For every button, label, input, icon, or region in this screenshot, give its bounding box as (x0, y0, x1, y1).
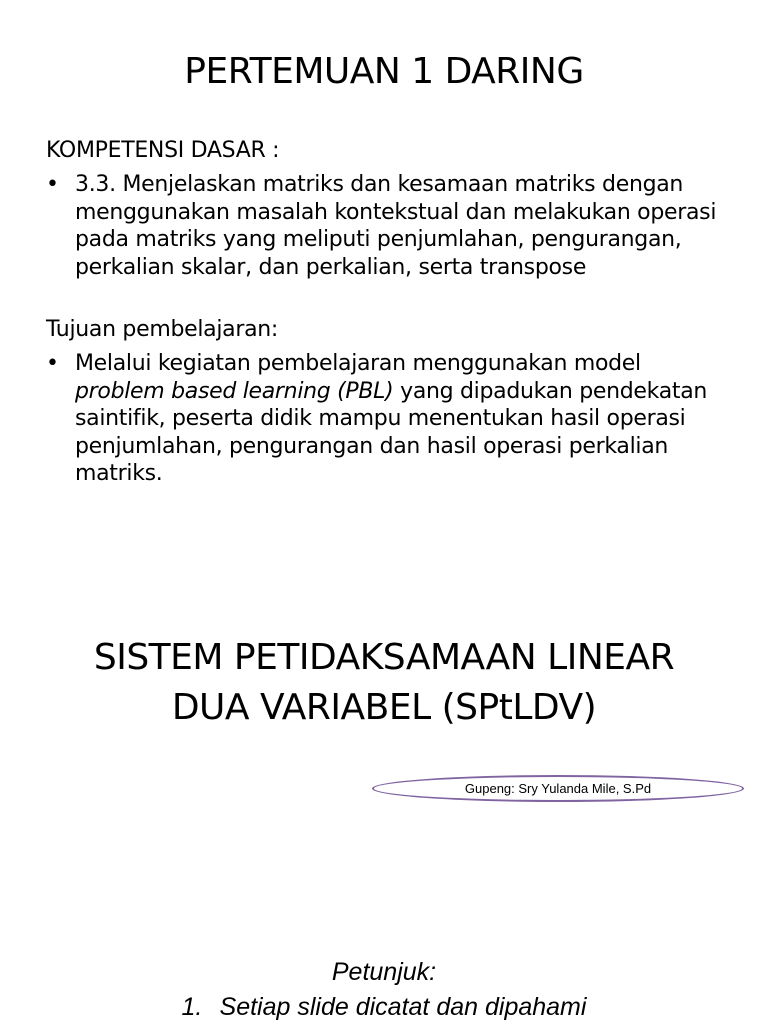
tujuan-pembelajaran-heading: Tujuan pembelajaran: (46, 317, 279, 342)
instructions-heading: Petunjuk: (331, 958, 437, 986)
slide-title-line-2: DUA VARIABEL (SPtLDV) (171, 687, 597, 728)
kompetensi-dasar-text: 3.3. Menjelaskan matriks dan kesamaan matriks dengan menggunakan masalah kontekstual dan melakukan operasi pada matriks yang meliputi penjumlahan, pengurangan, perkalian skalar, dan perkalian, serta transpose (75, 172, 717, 280)
tujuan-pembelajaran-text (75, 350, 726, 488)
instruction-text: Setiap slide dicatat dan dipahami (219, 993, 587, 1021)
instruction-number: 1. (181, 993, 203, 1021)
author-oval: Gupeng: Sry Yulanda Mile, S.Pd (372, 775, 744, 802)
kompetensi-dasar-heading: KOMPETENSI DASAR : (46, 138, 280, 163)
instruction-item (0, 990, 768, 1025)
pbl-model-name: problem based learning (PBL) (75, 378, 394, 404)
tujuan-text-start: Melalui kegiatan pembelajaran menggunakan model (75, 351, 641, 376)
page-title: PERTEMUAN 1 DARING (184, 51, 584, 92)
bullet-marker: • (46, 172, 59, 197)
bullet-marker: • (46, 351, 59, 376)
slide-title-line-1: SISTEM PETIDAKSAMAAN LINEAR (93, 637, 675, 678)
kompetensi-dasar-bullet (46, 171, 726, 281)
slide-title (0, 633, 768, 733)
tujuan-text-end: yang dipadukan pendekatan saintifik, peserta didik mampu menentukan hasil operasi penjumlahan, pengurangan dan hasil operasi perkalian matriks. (75, 378, 708, 486)
tujuan-pembelajaran-bullet (46, 350, 726, 488)
instructions (0, 955, 768, 1025)
